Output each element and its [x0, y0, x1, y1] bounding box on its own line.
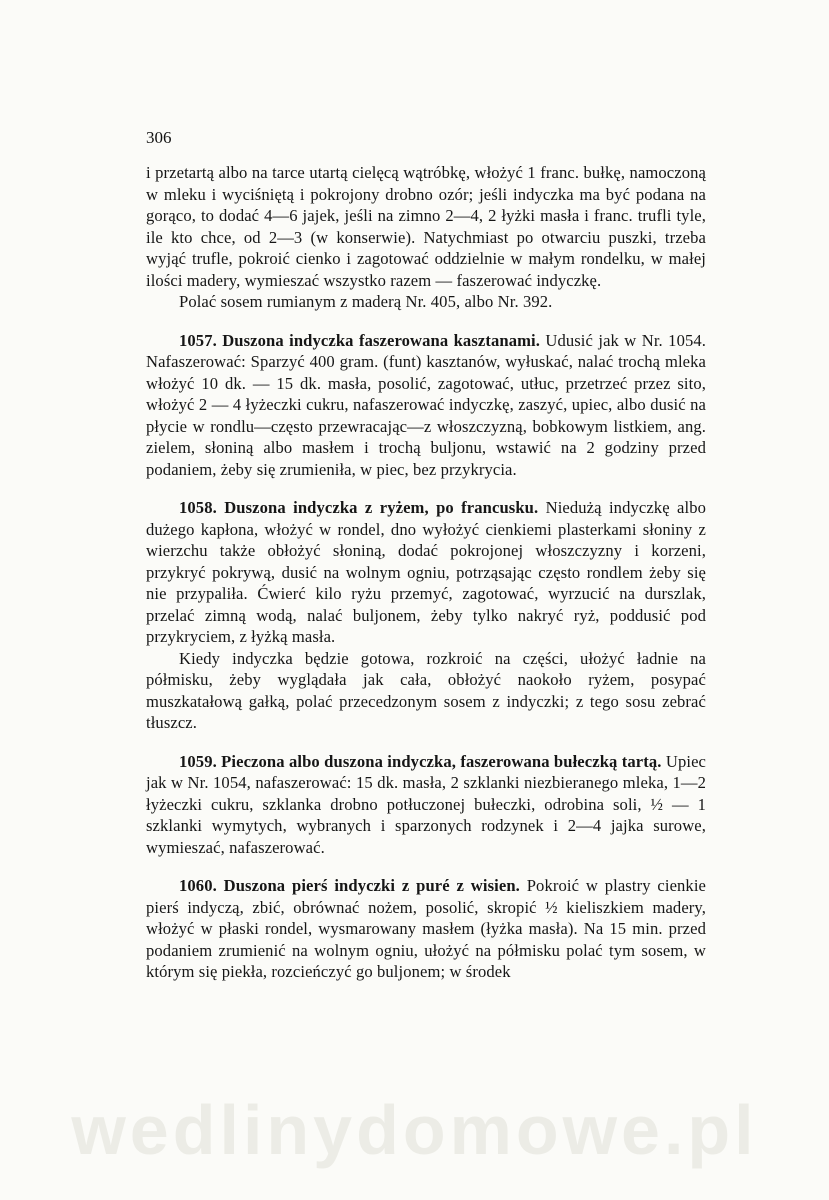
- recipe-title: 1057. Duszona indyczka faszerowana kasztanami.: [179, 330, 540, 350]
- sauce-paragraph: Polać sosem rumianym z maderą Nr. 405, albo Nr. 392.: [179, 292, 553, 311]
- recipe-body: Udusić jak w Nr. 1054. Nafaszerować: Sparzyć 400 gram. (funt) kasztanów, wyłuskać, nalać trochą mleka włożyć 10 dk. — 15 dk. masła, posolić, zagotować, utłuc, przetrzeć przez sito, włożyć 2 — 4 łyżeczki cukru, nafaszerować indyczkę, zaszyć, upiec, albo dusić na płycie w rondlu—często przewracając—z włoszczyzną, bobkowym listkiem, ang. zielem, słoniną albo masłem i trochą buljonu, wstawić na 2 godziny przed podaniem, żeby się zrumieniła, w piec, bez przykrycia.: [146, 330, 707, 479]
- recipe-paragraph: [146, 497, 706, 648]
- recipe-paragraph: [146, 875, 706, 983]
- recipe-title: 1059. Pieczona albo duszona indyczka, faszerowana bułeczką tartą.: [179, 751, 662, 771]
- recipe-body: Niedużą indyczkę albo dużego kapłona, włożyć w rondel, dno wyłożyć cienkiemi plasterkami słoniny z wierzchu także obłożyć słoniną, dodać pokrojonej włoszczyzny i korzeni, przykryć pokrywą, dusić na wolnym ogniu, potrząsając często rondlem żeby się nie przypaliła. Ćwierć kilo ryżu przemyć, zagotować, wyrzucić na durszlak, przelać zimną wodą, nalać buljonem, żeby tylko nakryć ryż, poddusić pod przykryciem, z łyżką masła.: [146, 498, 707, 646]
- intro-paragraph: i przetartą albo na tarce utartą cielęcą wątróbkę, włożyć 1 franc. bułkę, namoczoną w mleku i wyciśniętą i pokrojony drobno ozór; jeśli indyczka ma być podana na gorąco, to dodać 4—6 jajek, jeśli na zimno 2—4, 2 łyżki masła i franc. trufli tyle, ile kto chce, od 2—3 (w konserwie). Natychmiast po otwarciu puszki, trzeba wyjąć trufle, pokroić cienko i zagotować oddzielnie w małym rondelku, w małej ilości madery, wymieszać wszystko razem — faszerować indyczkę.: [146, 163, 706, 290]
- recipe-paragraph: Kiedy indyczka będzie gotowa, rozkroić na części, ułożyć ładnie na półmisku, żeby wyglądała jak cała, obłożyć naokoło ryżem, posypać muszkatałową gałką, polać przecedzonym sosem z indyczki; z tego sosu zebrać tłuszcz.: [146, 648, 706, 732]
- page-number: 306: [146, 128, 172, 147]
- watermark: wedlinydomowe.pl: [71, 1091, 758, 1169]
- recipe-1058: [146, 497, 706, 734]
- recipe-1060: [146, 875, 706, 983]
- recipe-1057: [146, 330, 706, 481]
- recipe-body: Pokroić w plastry cienkie pierś indyczą, zbić, obrównać nożem, posolić, skropić ½ kieliszkiem madery, włożyć w płaski rondel, wysmarowany masłem (łyżka masła). Na 15 min. przed podaniem zrumienić na wolnym ogniu, ułożyć na półmisku polać tym sosem, w którym się piekła, rozcieńczyć go buljonem; w środek: [146, 876, 707, 981]
- recipe-paragraph: [146, 751, 706, 859]
- recipe-title: 1060. Duszona pierś indyczki z puré z wisien.: [179, 876, 520, 895]
- recipe-title: 1058. Duszona indyczka z ryżem, po francusku.: [179, 498, 539, 517]
- page-text: [146, 162, 706, 983]
- recipe-paragraph: [146, 330, 706, 481]
- recipe-1059: [146, 751, 706, 859]
- recipe-body: Upiec jak w Nr. 1054, nafaszerować: 15 dk. masła, 2 szklanki niezbieranego mleka, 1—2 łyżeczki cukru, szklanka drobno potłuczonej bułeczki, odrobina soli, ½ — 1 szklanki wymytych, wybranych i sparzonych rodzynek i 2—4 jajka surowe, wymieszać, nafaszerować.: [146, 751, 706, 857]
